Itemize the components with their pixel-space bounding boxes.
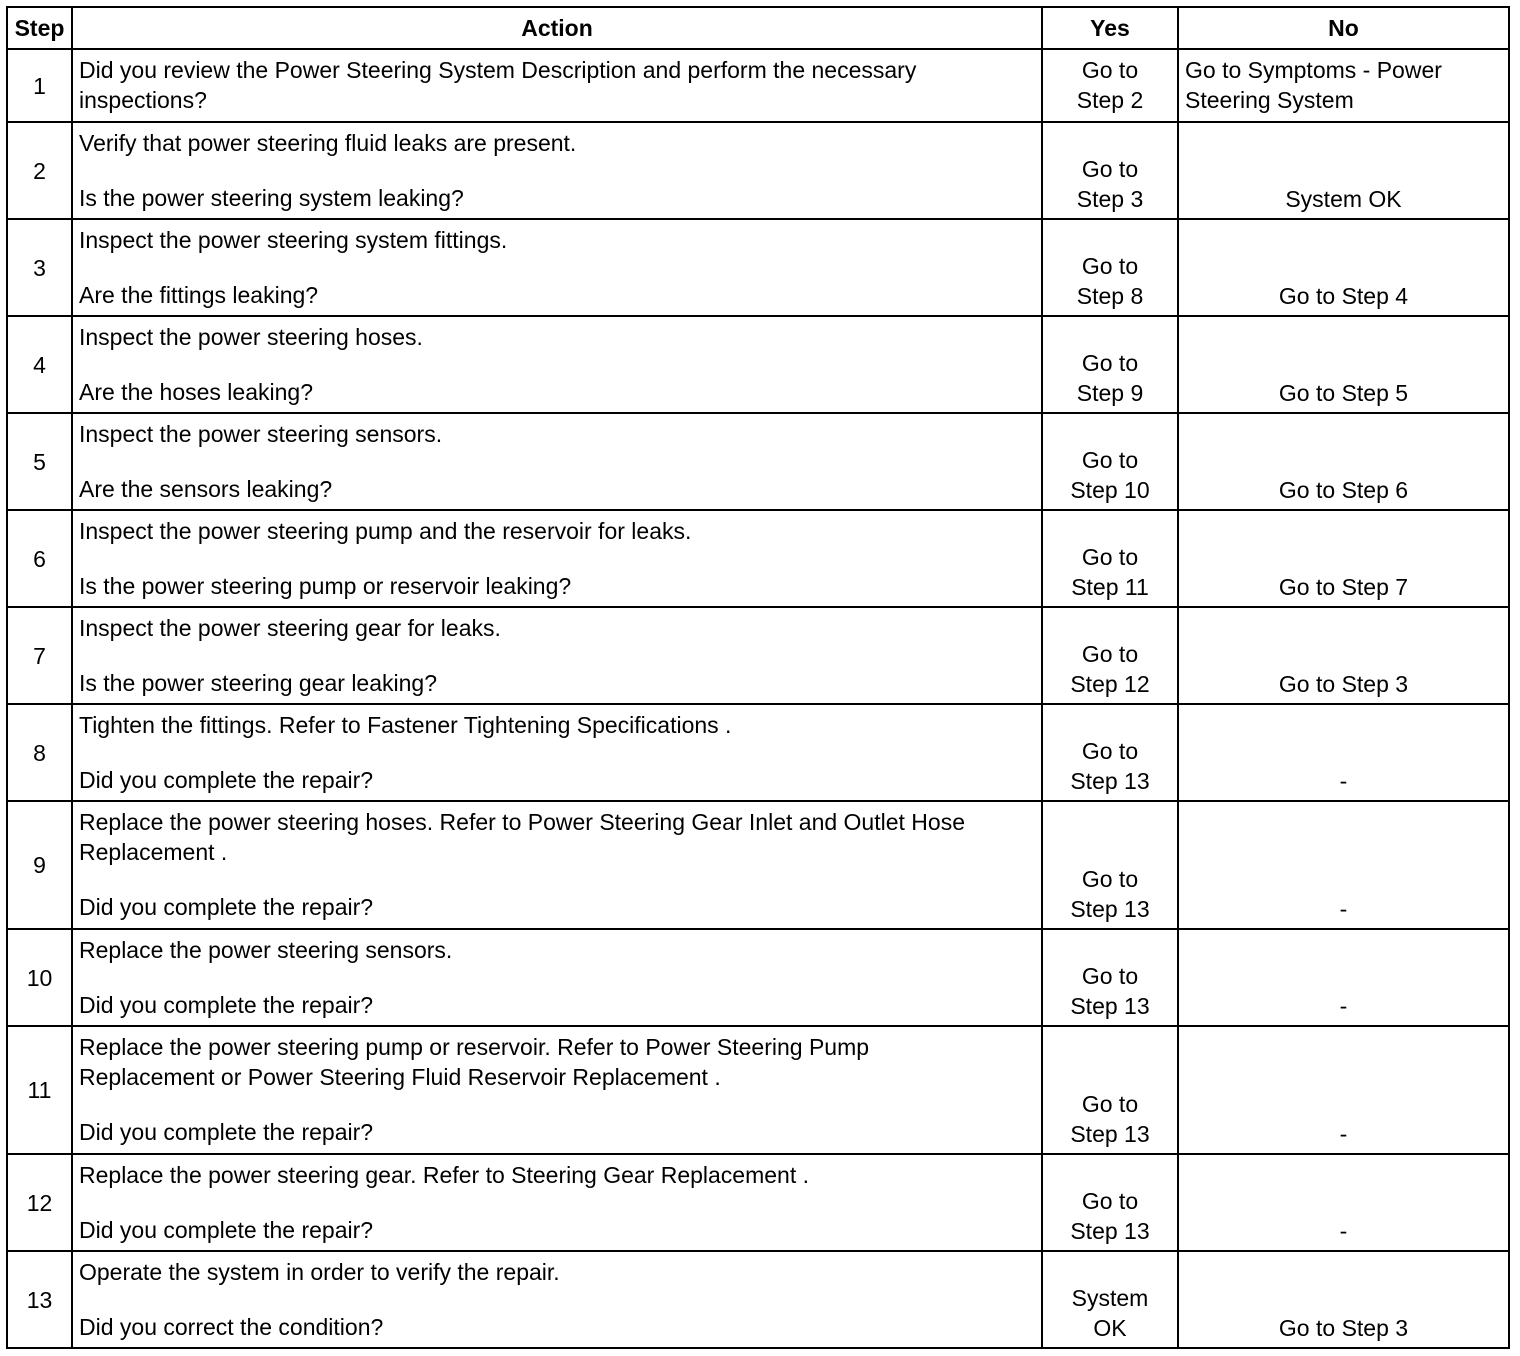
yes-link[interactable]: Go to Step 12 — [1070, 641, 1150, 697]
action-text: Inspect the power steering system fittings. — [79, 227, 508, 253]
question-text: Are the sensors leaking? — [79, 476, 333, 502]
no-value: - — [1339, 1121, 1348, 1147]
no-cell — [1178, 122, 1509, 219]
question-text: Is the power steering gear leaking? — [79, 670, 437, 696]
question-text: Did you correct the condition? — [79, 1314, 384, 1340]
table-row — [7, 929, 1509, 1026]
yes-link[interactable]: Go to Step 13 — [1070, 1188, 1150, 1244]
question-text: Did you complete the repair? — [79, 1217, 374, 1243]
no-cell — [1178, 413, 1509, 510]
table-row — [7, 704, 1509, 801]
table-row — [7, 510, 1509, 607]
no-cell — [1178, 1026, 1509, 1154]
yes-link[interactable]: Go to Step 8 — [1076, 253, 1144, 309]
question-text: Did you complete the repair? — [79, 1119, 374, 1145]
yes-link[interactable]: Go to Step 11 — [1071, 544, 1149, 600]
yes-cell — [1042, 929, 1178, 1026]
no-link[interactable]: Go to Step 5 — [1278, 380, 1409, 406]
action-cell — [72, 1251, 1042, 1348]
table-row — [7, 1154, 1509, 1251]
yes-link[interactable]: Go to Step 2 — [1076, 57, 1144, 113]
diagnostic-table — [6, 6, 1510, 1349]
table-row — [7, 122, 1509, 219]
step-number: 5 — [7, 413, 72, 510]
table-row — [7, 413, 1509, 510]
yes-link[interactable]: Go to Step 10 — [1070, 447, 1150, 503]
no-value: - — [1339, 896, 1348, 922]
yes-cell — [1042, 219, 1178, 316]
action-text: Operate the system in order to verify the repair. — [79, 1259, 560, 1285]
action-cell — [72, 1154, 1042, 1251]
table-row — [7, 607, 1509, 704]
no-cell — [1178, 316, 1509, 413]
no-link[interactable]: System OK — [1285, 186, 1402, 212]
step-number: 11 — [7, 1026, 72, 1154]
yes-cell — [1042, 1251, 1178, 1348]
action-text: Replace the power steering sensors. — [79, 937, 453, 963]
yes-cell — [1042, 704, 1178, 801]
action-cell — [72, 49, 1042, 122]
action-cell — [72, 219, 1042, 316]
header-row — [7, 7, 1509, 49]
table-row — [7, 1251, 1509, 1348]
no-cell — [1178, 929, 1509, 1026]
action-cell — [72, 316, 1042, 413]
table-row — [7, 1026, 1509, 1154]
action-text: Verify that power steering fluid leaks are present. — [79, 130, 577, 156]
no-link[interactable]: Go to Step 3 — [1278, 1315, 1409, 1341]
question-text: Did you complete the repair? — [79, 767, 374, 793]
header-action: Action — [72, 7, 1042, 49]
action-text: Inspect the power steering sensors. — [79, 421, 443, 447]
yes-link[interactable]: Go to Step 9 — [1076, 350, 1144, 406]
action-text: Inspect the power steering gear for leaks. — [79, 615, 501, 641]
no-link[interactable]: Go to Step 4 — [1278, 283, 1409, 309]
no-link[interactable]: Go to Step 3 — [1278, 671, 1409, 697]
yes-link[interactable]: Go to Step 13 — [1070, 866, 1150, 922]
action-cell — [72, 1026, 1042, 1154]
no-link[interactable]: Go to Symptoms - Power Steering System — [1185, 57, 1442, 113]
step-number: 10 — [7, 929, 72, 1026]
step-number: 3 — [7, 219, 72, 316]
question-text: Is the power steering pump or reservoir leaking? — [79, 573, 572, 599]
no-link[interactable]: Go to Step 6 — [1278, 477, 1409, 503]
no-cell — [1178, 801, 1509, 929]
step-number: 4 — [7, 316, 72, 413]
action-text: Did you review the Power Steering System Description and perform the necessary inspections? — [79, 57, 917, 113]
step-number: 13 — [7, 1251, 72, 1348]
action-cell — [72, 122, 1042, 219]
action-cell — [72, 413, 1042, 510]
question-text: Are the fittings leaking? — [79, 282, 319, 308]
yes-cell — [1042, 1154, 1178, 1251]
action-text: Replace the power steering hoses. Refer to Power Steering Gear Inlet and Outlet Hose Replacement . — [79, 809, 965, 865]
action-cell — [72, 801, 1042, 929]
yes-link[interactable]: Go to Step 3 — [1076, 156, 1144, 212]
step-number: 8 — [7, 704, 72, 801]
yes-cell — [1042, 607, 1178, 704]
yes-cell — [1042, 316, 1178, 413]
header-no: No — [1178, 7, 1509, 49]
yes-cell — [1042, 49, 1178, 122]
action-text: Replace the power steering gear. Refer to Steering Gear Replacement . — [79, 1162, 810, 1188]
table-row — [7, 801, 1509, 929]
yes-cell — [1042, 122, 1178, 219]
yes-link[interactable]: Go to Step 13 — [1070, 963, 1150, 1019]
no-cell — [1178, 49, 1509, 122]
header-step: Step — [7, 7, 72, 49]
step-number: 6 — [7, 510, 72, 607]
yes-cell — [1042, 413, 1178, 510]
table-row — [7, 49, 1509, 122]
step-number: 1 — [7, 49, 72, 122]
action-text: Replace the power steering pump or reservoir. Refer to Power Steering Pump Replacement or Power Steering Fluid Reservoir Replacement . — [79, 1034, 870, 1090]
no-value: - — [1339, 1218, 1348, 1244]
action-text: Tighten the fittings. Refer to Fastener Tightening Specifications . — [79, 712, 732, 738]
step-number: 7 — [7, 607, 72, 704]
yes-cell — [1042, 510, 1178, 607]
yes-link[interactable]: Go to Step 13 — [1070, 738, 1150, 794]
step-number: 12 — [7, 1154, 72, 1251]
question-text: Did you complete the repair? — [79, 894, 374, 920]
table-row — [7, 316, 1509, 413]
no-cell — [1178, 219, 1509, 316]
step-number: 2 — [7, 122, 72, 219]
no-value: - — [1339, 768, 1348, 794]
question-text: Is the power steering system leaking? — [79, 185, 464, 211]
no-cell — [1178, 704, 1509, 801]
action-cell — [72, 929, 1042, 1026]
question-text: Are the hoses leaking? — [79, 379, 313, 405]
no-value: - — [1339, 993, 1348, 1019]
yes-link[interactable]: System OK — [1071, 1285, 1149, 1341]
no-cell — [1178, 510, 1509, 607]
table-row — [7, 219, 1509, 316]
no-cell — [1178, 1154, 1509, 1251]
action-cell — [72, 704, 1042, 801]
action-text: Inspect the power steering pump and the reservoir for leaks. — [79, 518, 692, 544]
yes-cell — [1042, 801, 1178, 929]
no-cell — [1178, 607, 1509, 704]
action-cell — [72, 510, 1042, 607]
action-text: Inspect the power steering hoses. — [79, 324, 423, 350]
no-link[interactable]: Go to Step 7 — [1278, 574, 1409, 600]
action-cell — [72, 607, 1042, 704]
step-number: 9 — [7, 801, 72, 929]
yes-link[interactable]: Go to Step 13 — [1070, 1091, 1150, 1147]
yes-cell — [1042, 1026, 1178, 1154]
question-text: Did you complete the repair? — [79, 992, 374, 1018]
header-yes: Yes — [1042, 7, 1178, 49]
no-cell — [1178, 1251, 1509, 1348]
